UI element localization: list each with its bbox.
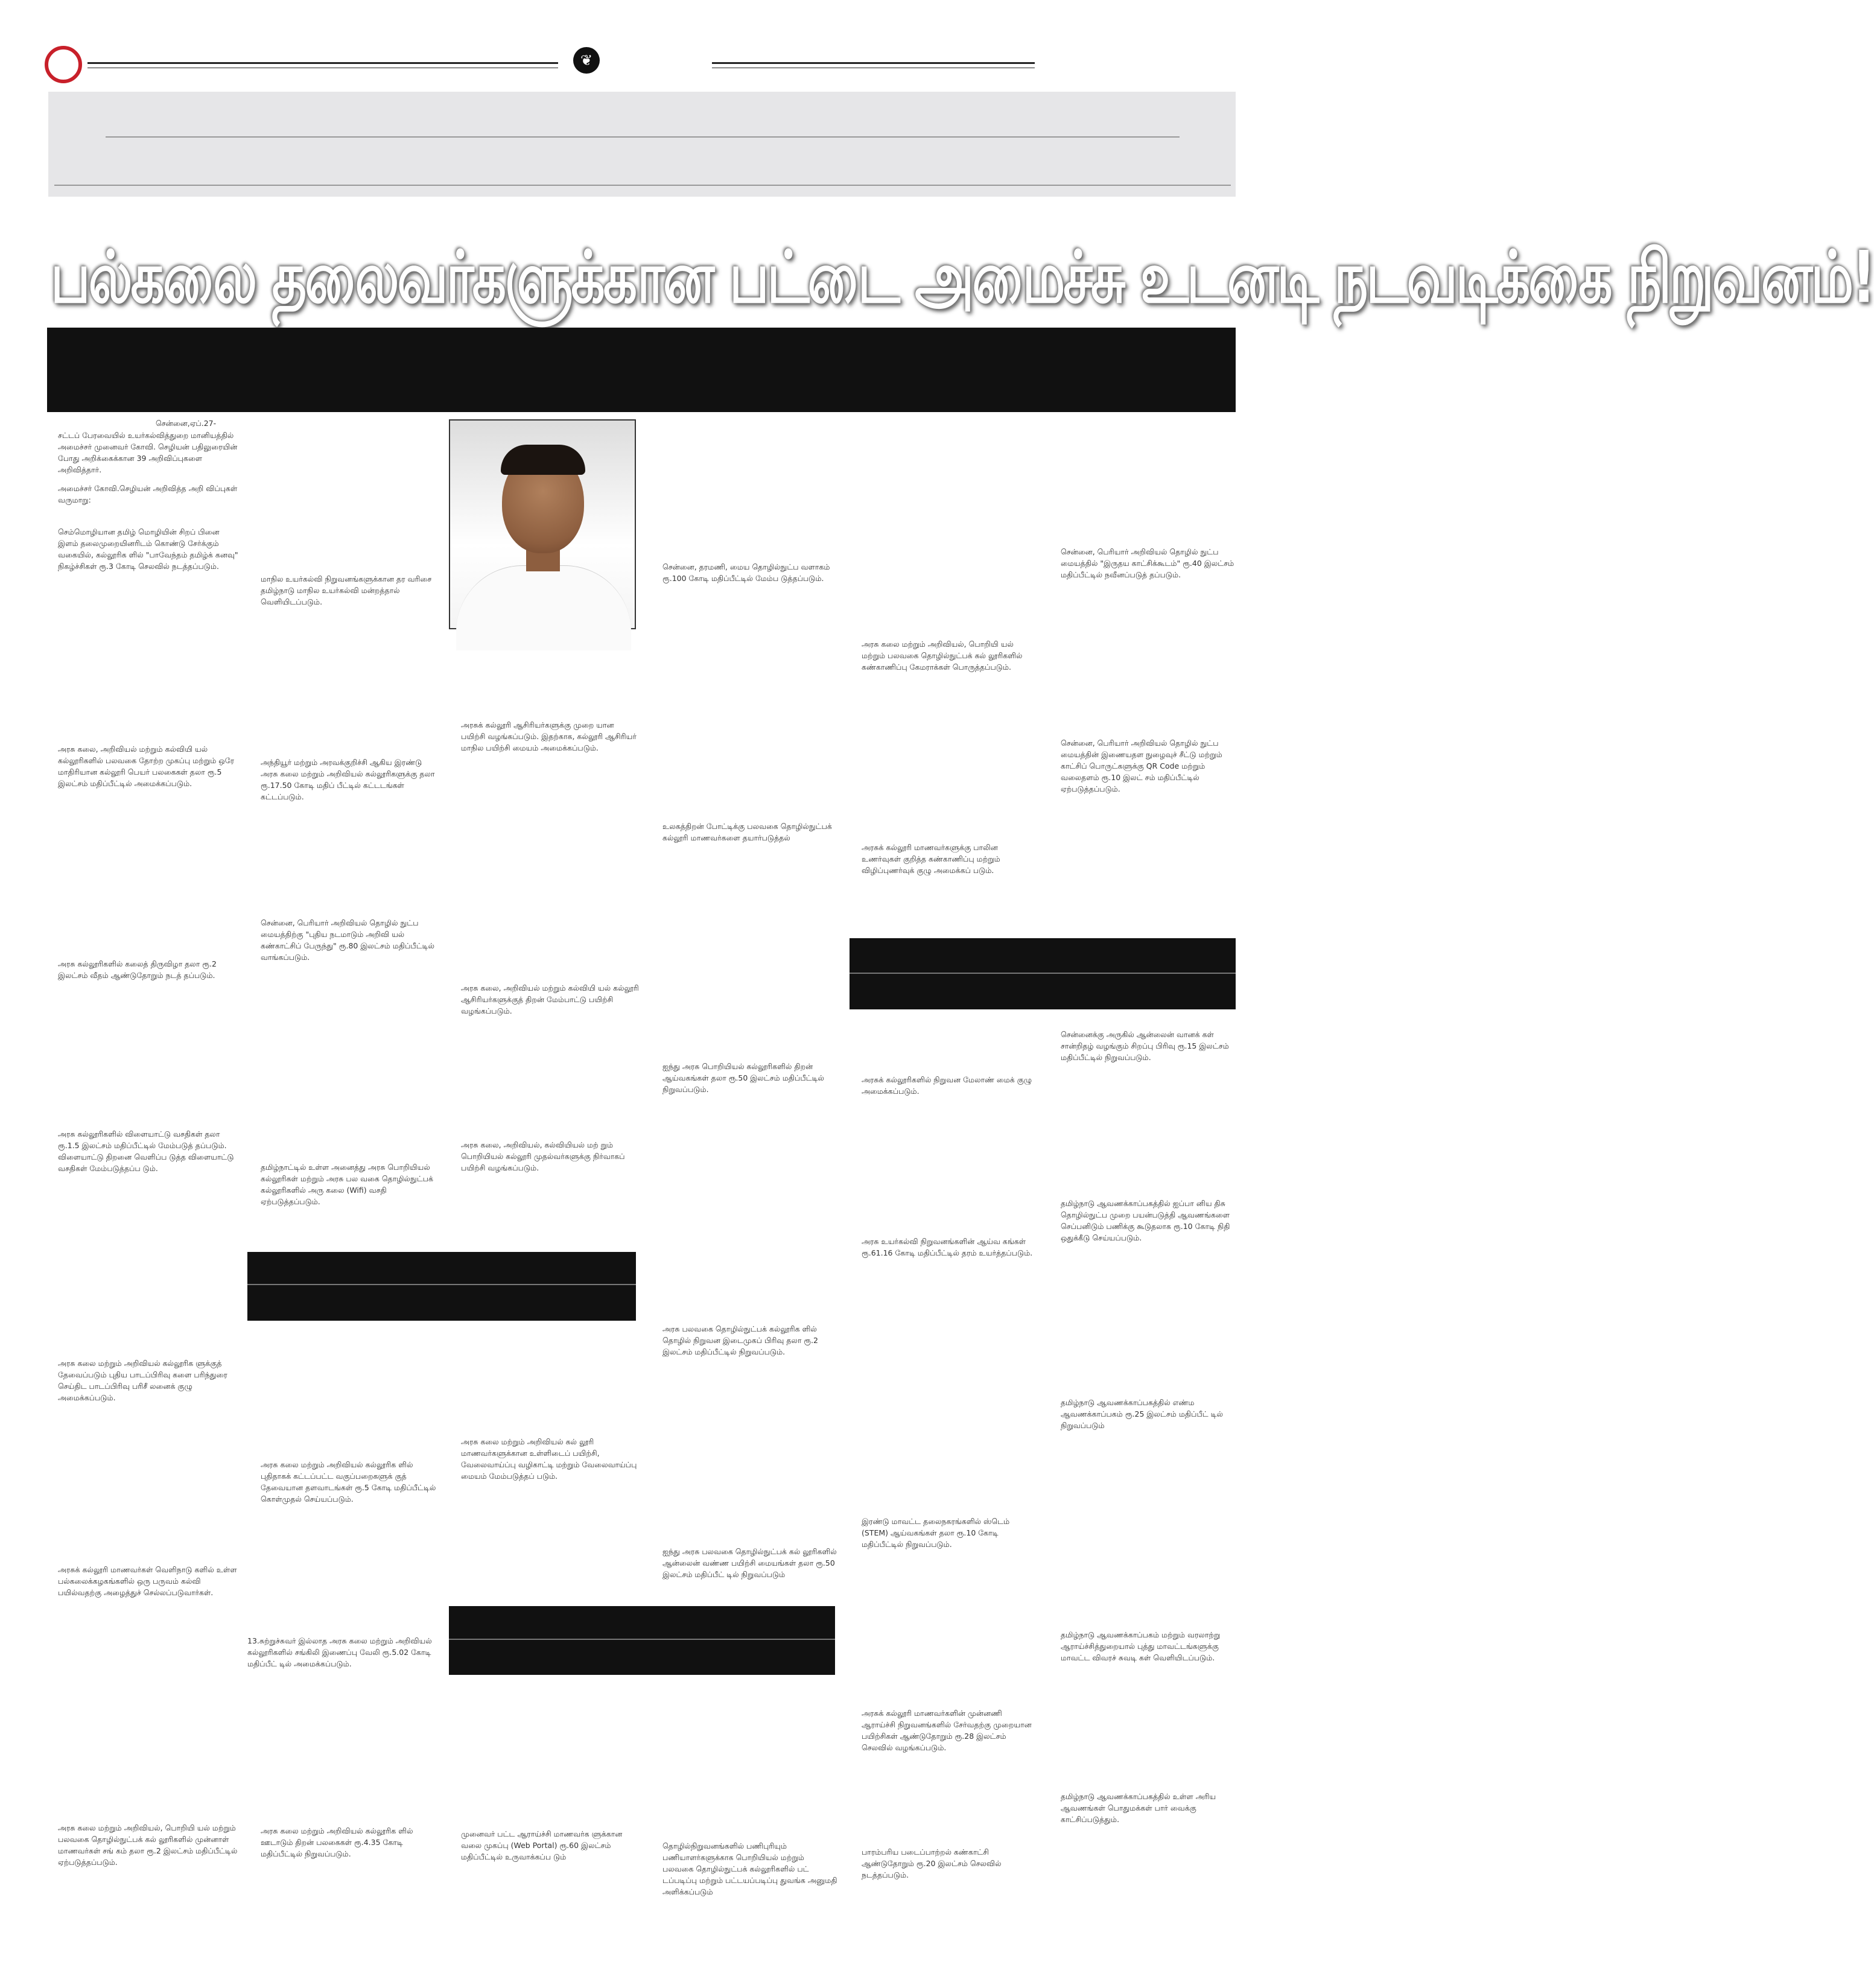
subheading-box-col3: [449, 1606, 835, 1675]
paragraph: அரசு பலவகை தொழில்நுட்பக் கல்லூரிக ளில் தொழில் நிறுவன இடைமுகப் பிரிவு தலா ரூ.2 இலட்சம் மதிப்பீட்டில் நிறுவப்படும்.: [662, 1324, 819, 1356]
paragraph: அரசு கலை மற்றும் அறிவியல் கல்லூரிக ளில் ஊடாடும் திறன் பலகைகள் ரூ.4.35 கோடி மதிப்பீட்டில் நிறுவப்படும்.: [261, 1826, 413, 1858]
paragraph: அரசு கலை மற்றும் அறிவியல், பொறியி யல் மற்றும் பலவகை தொழில்நுட்பக் கல் லூரிகளில் முன்னாள் மாணவர்கள் சங் கம் தலா ரூ.2 இலட்சம் மதிப்பீட்டில் ஏற்படுத்தப்படும்.: [58, 1823, 238, 1867]
paragraph: சென்னைக்கு அருகில் ஆன்லைன் வானக் கள் சான்றிதழ் வழங்கும் சிறப்பு பிரிவு ரூ.15 இலட்சம் மதிப்பீட்டில் நிறுவப்படும்.: [1061, 1030, 1229, 1062]
portrait-hair: [501, 445, 585, 475]
red-ring-logo-icon: [45, 46, 82, 83]
paragraph: தமிழ்நாடு ஆவணக்காப்பகம் மற்றும் வரலாற்று ஆராய்ச்சித்துறையால் புத்து மாவட்டங்களுக்கு மாவட்ட விவரச் சுவடி கள் வெளியிடப்படும்.: [1061, 1630, 1221, 1662]
paragraph: மாநில உயர்கல்வி நிறுவனங்களுக்கான தர வரிசை தமிழ்நாடு மாநில உயர்கல்வி மன்றத்தால் வெளியிடப்படும்.: [261, 574, 432, 606]
paragraph: அரசுக் கல்லூரி மாணவர்களின் முன்னணி ஆராய்ச்சி நிறுவனங்களில் சேர்வதற்கு முறையான பயிற்சிகள் ஆண்டுதோறும் ரூ.28 இலட்சம் செலவில் வழங்கப்படும்.: [862, 1709, 1032, 1752]
banner-line-lower: [54, 185, 1231, 186]
paragraph: அரசு கலை மற்றும் அறிவியல் கல் லூரி மாணவர்களுக்கான உள்ளிடைப் பயிற்சி, வேலைவாய்ப்பு வழிகாட்டி மற்றும் வேலைவாய்ப்பு மையம் மேம்படுத்தப் படும்.: [461, 1437, 637, 1481]
masthead-rule-right: [712, 62, 1035, 64]
paragraph: சென்னை, பெரியார் அறிவியல் தொழில் நுட்ப மையத்தில் "இருதய காட்சிக்கூடம்" ரூ.40 இலட்சம் மதிப்பீட்டில் நவீனப்படுத் தப்படும்.: [1061, 547, 1234, 579]
paragraph: இரண்டு மாவட்ட தலைநகரங்களில் ஸ்டெம் (STEM) ஆய்வகங்கள் தலா ரூ.10 கோடி மதிப்பீட்டில் நிறுவப்படும்.: [862, 1517, 1010, 1549]
paragraph: அரசு கலை, அறிவியல், கல்வியியல் மற் றும் பொறியியல் கல்லூரி முதல்வர்களுக்கு நிர்வாகப் பயிற்சி வழங்கப்படும்.: [461, 1140, 625, 1172]
paragraph: சட்டப் பேரவையில் உயர்கல்வித்துறை மானியத்தில் அமைச்சர் முனைவர் கோவி. செழியன் பதிலுரையின் போது அறிக்கைக்கான 39 அறிவிப்புகளை அறிவித்தார்.: [58, 431, 238, 474]
paragraph: அரசு கல்லூரிகளில் கலைத் திருவிழா தலா ரூ.2 இலட்சம் வீதம் ஆண்டுதோறும் நடத் தப்படும்.: [58, 959, 217, 980]
paragraph: அரசு கலை மற்றும் அறிவியல் கல்லூரிக ளுக்குத் தேவைப்படும் புதிய பாடப்பிரிவு களை பரிந்துரை செய்திட பாடப்பிரிவு பரிசீ லனைக் குழு அமைக்கப்படும்.: [58, 1359, 227, 1402]
dateline: சென்னை,ஏப்.27-: [156, 419, 217, 428]
paragraph: அரசு கலை மற்றும் அறிவியல், பொறியி யல் மற்றும் பலவகை தொழில்நுட்பக் கல் லூரிகளில் கண்காணிப்பு கேமராக்கள் பொருத்தப்படும்.: [862, 640, 1023, 672]
banner-line-upper: [106, 136, 1180, 138]
paragraph: அரசுக் கல்லூரி ஆசிரியர்களுக்கு முறை யான பயிற்சி வழங்கப்படும். இதற்காக, கல்லூரி ஆசிரியர் மாநில பயிற்சி மையம் அமைக்கப்படும்.: [461, 720, 637, 752]
subheading-box-col5: [850, 938, 1236, 1009]
paragraph: அரசு உயர்கல்வி நிறுவனங்களின் ஆய்வ கங்கள் ரூ.61.16 கோடி மதிப்பீட்டில் தரம் உயர்த்தப்படும்.: [862, 1237, 1033, 1257]
paragraph: சென்னை, பெரியார் அறிவியல் தொழில் நுட்ப மையத்திற்கு "புதிய நடமாடும் அறிவி யல் கண்காட்சிப் பேருந்து" ரூ.80 இலட்சம் மதிப்பீட்டில் வாங்கப்படும்.: [261, 918, 434, 962]
paragraph: பாரம்பரிய படைப்பாற்றல் கண்காட்சி ஆண்டுதோறும் ரூ.20 இலட்சம் செலவில் நடத்தப்படும்.: [862, 1847, 1002, 1879]
paragraph: தமிழ்நாடு ஆவணக்காப்பகத்தில் எண்ம ஆவணக்காப்பகம் ரூ.25 இலட்சம் மதிப்பீட் டில் நிறுவப்படும்: [1061, 1398, 1223, 1430]
header-banner: [48, 92, 1236, 197]
paragraph: செம்மொழியான தமிழ் மொழியின் சிறப் பினை இளம் தலைமுறையினரிடம் கொண்டு சேர்க்கும் வகையில், கல்லூரிக ளில் "பாவேந்தம் தமிழ்க் கனவு" நிகழ்ச்சிகள் ரூ.3 கோடி செலவில் நடத்தப்படும்.: [58, 527, 238, 571]
paragraph: ஐந்து அரசு பொறியியல் கல்லூரிகளில் திறன் ஆய்வகங்கள் தலா ரூ.50 இலட்சம் மதிப்பீட்டில் நிறுவப்படும்.: [662, 1062, 824, 1094]
subheading-box-col2-divider: [247, 1284, 636, 1285]
masthead-rule-left: [87, 62, 558, 64]
paragraph: அரசு கலை, அறிவியல் மற்றும் கல்வியி யல் கல்லூரிகளில் பலவகை தோற்ற முகப்பு மற்றும் ஒரே மாதிரியான கல்லூரி பெயர் பலகைகள் தலா ரூ.5 இலட்சம் மதிப்பீட்டில் அமைக்கப்படும்.: [58, 745, 235, 788]
paragraph: உலகத்திறன் போட்டிக்கு பலவகை தொழில்நுட்பக் கல்லூரி மாணவர்களை தயார்படுத்தல்: [662, 822, 832, 842]
paragraph: அரசு கலை மற்றும் அறிவியல் கல்லூரிக ளில் புதிதாகக் கட்டப்பட்ட வகுப்பறைகளுக் குத் தேவையான தளவாடங்கள் ரூ.5 கோடி மதிப்பீட்டில் கொள்முதல் செய்யப்படும்.: [261, 1460, 436, 1504]
paragraph: தமிழ்நாடு ஆவணக்காப்பகத்தில் உள்ள அரிய ஆவணங்கள் பொதுமக்கள் பார் வைக்கு காட்சிப்படுத்தும்.: [1061, 1792, 1216, 1824]
emblem-icon: ❦: [573, 47, 600, 74]
paragraph: அமைச்சர் கோவி.செழியன் அறிவித்த அறி விப்புகள் வருமாறு:: [58, 484, 238, 504]
paragraph: சென்னை, தரமணி, மைய தொழில்நுட்ப வளாகம் ரூ.100 கோடி மதிப்பீட்டில் மேம்ப டுத்தப்படும்.: [662, 562, 830, 583]
headline: பல்கலை தலைவர்களுக்கான பட்டை அமைச்சு உடனடி நடவடிக்கை நிறுவனம்!: [51, 235, 1874, 319]
paragraph: ஐந்து அரசு பலவகை தொழில்நுட்பக் கல் லூரிகளில் ஆன்லைன் வண்ண பயிற்சி மையங்கள் தலா ரூ.50 இலட்சம் மதிப்பீட் டில் நிறுவப்படும்: [662, 1547, 837, 1579]
paragraph: தொழில்நிறுவனங்களில் பணிபுரியும் பணியாளர்களுக்காக பொறியியல் மற்றும் பலவகை தொழில்நுட்பக் கல்லூரிகளில் பட் டப்படிப்பு மற்றும் பட்டயப்படிப்பு துவங்க அனுமதி அளிக்கப்படும்: [662, 1841, 837, 1896]
portrait-shirt: [456, 565, 631, 650]
paragraph: அரசு கல்லூரிகளில் விளையாட்டு வசதிகள் தலா ரூ.1.5 இலட்சம் மதிப்பீட்டில் மேம்படுத் தப்படும். விளையாட்டு திறனை வெளிப்ப டுத்த விளையாட்டு வசதிகள் மேம்படுத்தப்ப டும்.: [58, 1129, 234, 1173]
paragraph: அரசுக் கல்லூரிகளில் நிறுவன மேலாண் மைக் குழு அமைக்கப்படும்.: [862, 1075, 1032, 1096]
paragraph: 13.சுற்றுச்சுவர் இல்லாத அரசு கலை மற்றும் அறிவியல் கல்லூரிகளில் சங்கிலி இணைப்பு வேலி ரூ.5.02 கோடி மதிப்பீட் டில் அமைக்கப்படும்.: [247, 1636, 432, 1668]
paragraph: தமிழ்நாட்டில் உள்ள அனைத்து அரசு பொறியியல் கல்லூரிகள் மற்றும் அரசு பல வகை தொழில்நுட்பக் கல்லூரிகளில் அரு கலை (Wifi) வசதி ஏற்படுத்தப்படும்.: [261, 1163, 433, 1206]
paragraph: தமிழ்நாடு ஆவணக்காப்பகத்தில் ஐப்பா னிய திசு தொழில்நுட்ப முறை பயன்படுத்தி ஆவணங்களை செப்பனிடும் பணிக்கு கூடுதலாக ரூ.10 கோடி நிதி ஒதுக்கீடு செய்யப்படும்.: [1061, 1199, 1230, 1242]
paragraph: அந்தியூர் மற்றும் அரவக்குறிச்சி ஆகிய இரண்டு அரசு கலை மற்றும் அறிவியல் கல்லூரிகளுக்கு தலா ரூ.17.50 கோடி மதிப் பீட்டில் கட்டடங்கள் கட்டப்படும்.: [261, 758, 435, 801]
subheading-box-col2: [247, 1252, 636, 1321]
subheading-box-col5-divider: [850, 973, 1236, 974]
paragraph: அரசுக் கல்லூரி மாணவர்கள் வெளிநாடு களில் உள்ள பல்கலைக்கழகங்களில் ஒரு பருவம் கல்வி பயில்வதற்கு அழைத்துச் செல்லப்படுவார்கள்.: [58, 1565, 237, 1597]
paragraph: அரசுக் கல்லூரி மாணவர்களுக்கு பாலின உணர்வுகள் குறித்த கண்காணிப்பு மற்றும் விழிப்புணர்வுக் குழு அமைக்கப் படும்.: [862, 843, 1000, 875]
paragraph: முனைவர் பட்ட ஆராய்ச்சி மாணவர்க ளுக்கான வலை முகப்பு (Web Portal) ரூ.60 இலட்சம் மதிப்பீட்டில் உருவாக்கப்ப டும்: [461, 1829, 623, 1861]
subheadline-bar: [47, 328, 1236, 412]
minister-portrait-icon: [449, 419, 636, 629]
paragraph: அரசு கலை, அறிவியல் மற்றும் கல்வியி யல் கல்லூரி ஆசிரியர்களுக்குத் திறன் மேம்பாட்டு பயிற்சி வழங்கப்படும்.: [461, 983, 639, 1015]
paragraph: சென்னை, பெரியார் அறிவியல் தொழில் நுட்ப மையத்தின் இணையதள நுழைவுச் சீட்டு மற்றும் காட்சிப் பொருட்களுக்கு QR Code மற்றும் வலைதளம் ரூ.10 இலட் சம் மதிப்பீட்டில் ஏற்படுத்தப்படும்.: [1061, 738, 1222, 793]
subheading-box-col3-divider: [449, 1639, 835, 1640]
